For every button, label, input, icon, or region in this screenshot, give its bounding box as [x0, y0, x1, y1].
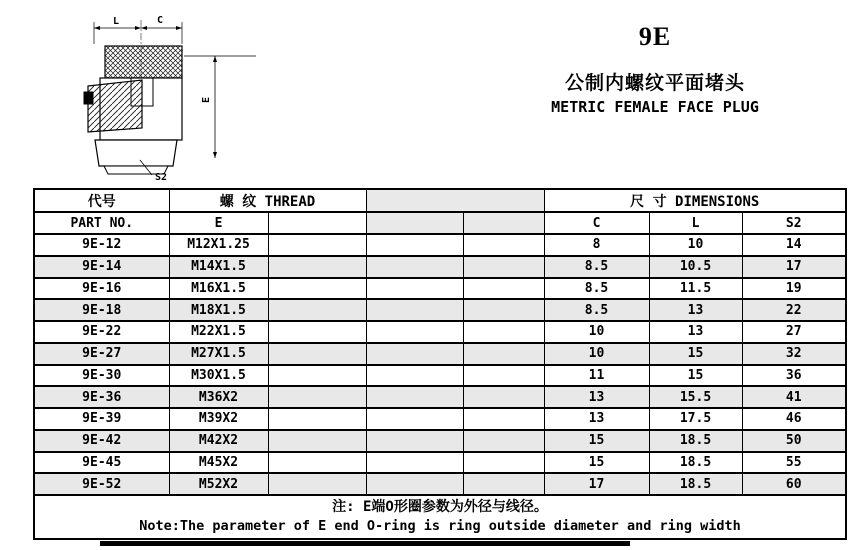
empty-cell [366, 343, 463, 365]
c-cell: 10 [544, 343, 649, 365]
thread-e-cell: M22X1.5 [169, 321, 268, 343]
empty-cell [366, 452, 463, 474]
s2-cell: 46 [742, 408, 846, 430]
empty-cell [268, 256, 366, 278]
table-row [34, 430, 846, 452]
table-row [34, 278, 846, 300]
empty-cell [268, 278, 366, 300]
c-cell: 13 [544, 386, 649, 408]
table-row [34, 452, 846, 474]
thread-e-cell: M45X2 [169, 452, 268, 474]
empty-header [366, 212, 463, 234]
c-cell: 15 [544, 452, 649, 474]
empty-cell [268, 386, 366, 408]
thread-e-cell: M27X1.5 [169, 343, 268, 365]
part-no-cell: 9E-52 [34, 473, 169, 495]
table-row [34, 473, 846, 495]
empty-cell [268, 321, 366, 343]
empty-cell [463, 256, 544, 278]
l-cell: 15.5 [649, 386, 742, 408]
thread-e-header: E [169, 212, 268, 234]
empty-cell [366, 386, 463, 408]
empty-cell [463, 365, 544, 387]
oring-section [84, 92, 93, 104]
thread-e-cell: M16X1.5 [169, 278, 268, 300]
empty-cell [366, 321, 463, 343]
arrowhead [213, 152, 217, 158]
note-chinese: 注: E端O形圈参数为外径与线径。 [332, 499, 548, 516]
thread-e-cell: M42X2 [169, 430, 268, 452]
table-row [34, 365, 846, 387]
part-no-en-header: PART NO. [34, 212, 169, 234]
dimensions-table [33, 188, 847, 540]
c-cell: 11 [544, 365, 649, 387]
empty-cell [268, 299, 366, 321]
empty-cell [268, 234, 366, 256]
l-cell: 10.5 [649, 256, 742, 278]
empty-cell [463, 430, 544, 452]
s2-cell: 55 [742, 452, 846, 474]
part-no-cell: 9E-22 [34, 321, 169, 343]
c-cell: 17 [544, 473, 649, 495]
part-no-cell: 9E-12 [34, 234, 169, 256]
part-no-cell: 9E-16 [34, 278, 169, 300]
table-row [34, 386, 846, 408]
thread-e-cell: M39X2 [169, 408, 268, 430]
next-section-edge [100, 541, 630, 546]
dim-label-s2: S2 [155, 172, 168, 183]
empty-cell [268, 365, 366, 387]
c-cell: 8.5 [544, 256, 649, 278]
table-row [34, 256, 846, 278]
table-row [34, 343, 846, 365]
l-cell: 15 [649, 343, 742, 365]
empty-cell [463, 299, 544, 321]
series-code: 9E [638, 22, 672, 51]
empty-cell [366, 256, 463, 278]
l-cell: 18.5 [649, 452, 742, 474]
s2-cell: 27 [742, 321, 846, 343]
empty-cell [366, 473, 463, 495]
part-no-cell: 9E-18 [34, 299, 169, 321]
arrowhead [213, 56, 217, 62]
arrowhead [141, 26, 147, 30]
part-no-cell: 9E-39 [34, 408, 169, 430]
empty-cell [463, 473, 544, 495]
l-cell: 11.5 [649, 278, 742, 300]
empty-cell [268, 452, 366, 474]
part-no-cell: 9E-27 [34, 343, 169, 365]
thread-e-cell: M36X2 [169, 386, 268, 408]
c-cell: 8.5 [544, 299, 649, 321]
l-cell: 10 [649, 234, 742, 256]
technical-drawing [28, 8, 288, 188]
table-row [34, 299, 846, 321]
s2-cell: 22 [742, 299, 846, 321]
arrowhead [94, 26, 100, 30]
s2-cell: 36 [742, 365, 846, 387]
page-title-chinese: 公制内螺纹平面堵头 [564, 72, 745, 94]
l-cell: 18.5 [649, 473, 742, 495]
thread-e-cell: M52X2 [169, 473, 268, 495]
c-cell: 10 [544, 321, 649, 343]
part-no-cell: 9E-30 [34, 365, 169, 387]
s2-cell: 19 [742, 278, 846, 300]
part-no-cell: 9E-45 [34, 452, 169, 474]
page-title-english: METRIC FEMALE FACE PLUG [551, 98, 759, 116]
arrowhead [135, 26, 141, 30]
table-body [34, 234, 846, 495]
dim-label-e: E [201, 96, 212, 103]
thread-group-header: 螺 纹 THREAD [169, 189, 366, 212]
empty-cell [366, 278, 463, 300]
table-row [34, 234, 846, 256]
table-row [34, 408, 846, 430]
dim-label-l: L [113, 16, 120, 27]
s2-header: S2 [742, 212, 846, 234]
part-no-cn-header: 代号 [34, 189, 169, 212]
empty-cell [463, 408, 544, 430]
c-cell: 13 [544, 408, 649, 430]
part-no-cell: 9E-42 [34, 430, 169, 452]
dimensions-group-header: 尺 寸 DIMENSIONS [544, 189, 846, 212]
empty-cell [366, 234, 463, 256]
thread-e-cell: M18X1.5 [169, 299, 268, 321]
c-cell: 8.5 [544, 278, 649, 300]
empty-cell [463, 343, 544, 365]
s2-cell: 50 [742, 430, 846, 452]
s2-cell: 17 [742, 256, 846, 278]
empty-cell [463, 278, 544, 300]
s2-cell: 14 [742, 234, 846, 256]
empty-header [268, 212, 366, 234]
s2-cell: 60 [742, 473, 846, 495]
empty-cell [366, 299, 463, 321]
empty-cell [463, 234, 544, 256]
section-hatch-nut [88, 80, 142, 132]
thread-e-cell: M30X1.5 [169, 365, 268, 387]
empty-cell [463, 321, 544, 343]
note-cell [34, 495, 846, 539]
empty-cell [366, 365, 463, 387]
header-row-columns [34, 212, 846, 234]
header-row-groups [34, 189, 846, 212]
l-cell: 13 [649, 299, 742, 321]
part-no-cell: 9E-14 [34, 256, 169, 278]
thread-e-cell: M12X1.25 [169, 234, 268, 256]
s2-cell: 41 [742, 386, 846, 408]
l-header: L [649, 212, 742, 234]
empty-cell [463, 386, 544, 408]
empty-cell [268, 343, 366, 365]
c-header: C [544, 212, 649, 234]
dim-label-c: C [157, 15, 164, 26]
empty-cell [268, 408, 366, 430]
l-cell: 15 [649, 365, 742, 387]
c-cell: 15 [544, 430, 649, 452]
empty-cell [268, 473, 366, 495]
part-no-cell: 9E-36 [34, 386, 169, 408]
table-row [34, 321, 846, 343]
thread-e-cell: M14X1.5 [169, 256, 268, 278]
empty-group-header [366, 189, 544, 212]
c-cell: 8 [544, 234, 649, 256]
section-hatch-top [105, 46, 182, 78]
hex-body [95, 140, 177, 166]
empty-cell [463, 452, 544, 474]
l-cell: 17.5 [649, 408, 742, 430]
empty-cell [366, 430, 463, 452]
l-cell: 18.5 [649, 430, 742, 452]
l-cell: 13 [649, 321, 742, 343]
arrowhead [176, 26, 182, 30]
note-english: Note:The parameter of E end O-ring is ring outside diameter and ring width [139, 518, 741, 535]
note-row [34, 495, 846, 539]
empty-cell [268, 430, 366, 452]
empty-cell [366, 408, 463, 430]
s2-cell: 32 [742, 343, 846, 365]
empty-header [463, 212, 544, 234]
